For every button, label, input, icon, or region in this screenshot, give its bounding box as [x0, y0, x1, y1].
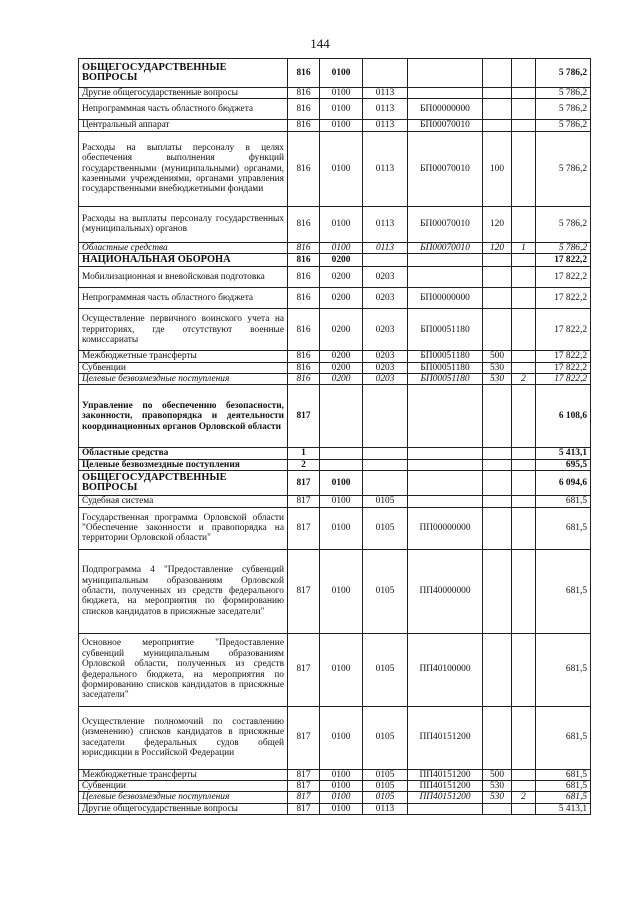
row-vr	[483, 254, 512, 267]
row-vr	[483, 549, 512, 633]
table-row	[79, 459, 591, 470]
row-sum: 17 822,2	[536, 374, 591, 385]
row-ved: 2	[288, 459, 320, 470]
row-csr	[408, 803, 483, 814]
row-vr	[483, 267, 512, 288]
row-rz: 0100	[320, 549, 363, 633]
row-rz: 0100	[320, 471, 363, 496]
row-rz: 0100	[320, 59, 363, 88]
row-sum: 6 094,6	[536, 471, 591, 496]
row-src: 2	[512, 374, 536, 385]
row-csr: ПП40000000	[408, 549, 483, 633]
row-vr	[483, 496, 512, 507]
table-row	[79, 120, 591, 131]
row-src	[512, 803, 536, 814]
row-ved: 817	[288, 471, 320, 496]
row-vr	[483, 633, 512, 706]
row-ved: 817	[288, 792, 320, 803]
row-src	[512, 131, 536, 206]
row-vr: 500	[483, 769, 512, 780]
row-pr: 0203	[363, 267, 408, 288]
row-rz: 0200	[320, 254, 363, 267]
table-row	[79, 374, 591, 385]
table-row	[79, 309, 591, 351]
row-ved: 817	[288, 549, 320, 633]
row-rz: 0100	[320, 206, 363, 242]
table-row	[79, 549, 591, 633]
row-src	[512, 362, 536, 373]
row-pr: 0105	[363, 792, 408, 803]
row-pr: 0203	[363, 309, 408, 351]
row-rz: 0100	[320, 781, 363, 792]
row-pr	[363, 471, 408, 496]
row-src: 1	[512, 242, 536, 253]
row-src	[512, 781, 536, 792]
row-vr	[483, 99, 512, 120]
row-sum: 5 786,2	[536, 242, 591, 253]
row-pr: 0113	[363, 88, 408, 99]
row-src	[512, 99, 536, 120]
row-name: ОБЩЕГОСУДАРСТВЕННЫЕ ВОПРОСЫ	[79, 471, 288, 496]
row-rz: 0100	[320, 496, 363, 507]
row-csr	[408, 385, 483, 448]
row-vr	[483, 507, 512, 549]
row-ved: 816	[288, 374, 320, 385]
row-vr	[483, 803, 512, 814]
row-vr: 500	[483, 351, 512, 362]
row-pr: 0105	[363, 507, 408, 549]
table-row	[79, 288, 591, 309]
table-row	[79, 267, 591, 288]
row-pr: 0105	[363, 633, 408, 706]
row-csr: БП00051180	[408, 351, 483, 362]
row-name: Расходы на выплаты персоналу в целях обеспечения выполнения функций государственными (муниципальными) органами, казенными учреждениями, органами управления государственными внебюджетными фондами	[79, 131, 288, 206]
row-pr: 0113	[363, 99, 408, 120]
row-rz: 0100	[320, 242, 363, 253]
row-ved: 816	[288, 206, 320, 242]
row-csr: БП00051180	[408, 362, 483, 373]
row-csr: ПП40151200	[408, 792, 483, 803]
row-sum: 695,5	[536, 459, 591, 470]
row-pr	[363, 385, 408, 448]
row-sum: 17 822,2	[536, 254, 591, 267]
row-name: Целевые безвозмездные поступления	[79, 374, 288, 385]
row-csr	[408, 471, 483, 496]
row-sum: 5 786,2	[536, 59, 591, 88]
row-rz: 0200	[320, 351, 363, 362]
row-csr: ПП40100000	[408, 633, 483, 706]
row-ved: 816	[288, 254, 320, 267]
row-pr	[363, 459, 408, 470]
table-row	[79, 706, 591, 769]
row-ved: 817	[288, 633, 320, 706]
row-ved: 816	[288, 309, 320, 351]
row-rz: 0200	[320, 309, 363, 351]
row-vr	[483, 385, 512, 448]
row-pr	[363, 448, 408, 459]
row-csr: БП00070010	[408, 206, 483, 242]
table-row	[79, 769, 591, 780]
row-ved: 816	[288, 288, 320, 309]
row-src	[512, 459, 536, 470]
row-name: Подпрограмма 4 "Предоставление субвенций муниципальным образованиям Орловской области, полученных из средств федерального бюджета, на мероприятия по формированию списков кандидатов в присяжные заседатели"	[79, 549, 288, 633]
row-ved: 816	[288, 99, 320, 120]
row-rz: 0100	[320, 131, 363, 206]
row-rz: 0100	[320, 633, 363, 706]
table-row	[79, 633, 591, 706]
page-number: 144	[310, 36, 330, 51]
row-pr: 0113	[363, 120, 408, 131]
row-csr: БП00000000	[408, 288, 483, 309]
row-ved: 817	[288, 706, 320, 769]
row-src	[512, 206, 536, 242]
row-name: Осуществление полномочий по составлению (изменению) списков кандидатов в присяжные заседатели федеральных судов общей юрисдикции в Российской Федерации	[79, 706, 288, 769]
row-pr	[363, 59, 408, 88]
row-sum: 681,5	[536, 633, 591, 706]
row-csr	[408, 59, 483, 88]
row-src	[512, 496, 536, 507]
table-row	[79, 385, 591, 448]
row-vr: 120	[483, 206, 512, 242]
row-csr: БП00070010	[408, 242, 483, 253]
row-vr: 120	[483, 242, 512, 253]
row-csr: ПП40151200	[408, 706, 483, 769]
row-pr: 0105	[363, 769, 408, 780]
table-row	[79, 362, 591, 373]
table-row	[79, 496, 591, 507]
row-name: Государственная программа Орловской области "Обеспечение законности и правопорядка на территории Орловской области"	[79, 507, 288, 549]
row-csr: БП00051180	[408, 309, 483, 351]
row-name: Непрограммная часть областного бюджета	[79, 99, 288, 120]
row-vr	[483, 448, 512, 459]
row-name: Непрограммная часть областного бюджета	[79, 288, 288, 309]
table-row	[79, 471, 591, 496]
row-rz: 0100	[320, 706, 363, 769]
row-src	[512, 448, 536, 459]
row-rz: 0200	[320, 362, 363, 373]
row-sum: 5 786,2	[536, 131, 591, 206]
row-name: Областные средства	[79, 448, 288, 459]
row-name: Целевые безвозмездные поступления	[79, 459, 288, 470]
row-vr: 530	[483, 374, 512, 385]
row-rz	[320, 385, 363, 448]
row-name: Субвенции	[79, 781, 288, 792]
row-src	[512, 471, 536, 496]
row-csr: ПП40151200	[408, 781, 483, 792]
table-row	[79, 781, 591, 792]
row-src	[512, 351, 536, 362]
row-ved: 817	[288, 385, 320, 448]
row-pr: 0113	[363, 242, 408, 253]
row-name: ОБЩЕГОСУДАРСТВЕННЫЕ ВОПРОСЫ	[79, 59, 288, 88]
row-sum: 17 822,2	[536, 267, 591, 288]
row-src	[512, 633, 536, 706]
row-src	[512, 254, 536, 267]
row-sum: 6 108,6	[536, 385, 591, 448]
row-src	[512, 88, 536, 99]
row-name: Расходы на выплаты персоналу государственных (муниципальных) органов	[79, 206, 288, 242]
row-rz: 0200	[320, 374, 363, 385]
row-csr: ПП00000000	[408, 507, 483, 549]
table-row	[79, 88, 591, 99]
row-name: Осуществление первичного воинского учета на территориях, где отсутствуют военные комиссариаты	[79, 309, 288, 351]
row-name: Судебная система	[79, 496, 288, 507]
row-csr	[408, 459, 483, 470]
row-rz	[320, 459, 363, 470]
row-pr: 0105	[363, 496, 408, 507]
row-src	[512, 59, 536, 88]
row-rz: 0200	[320, 267, 363, 288]
row-ved: 817	[288, 803, 320, 814]
row-src	[512, 769, 536, 780]
row-sum: 5 786,2	[536, 206, 591, 242]
row-ved: 816	[288, 242, 320, 253]
row-name: Межбюджетные трансферты	[79, 769, 288, 780]
row-pr: 0113	[363, 206, 408, 242]
row-csr	[408, 448, 483, 459]
row-ved: 816	[288, 88, 320, 99]
row-vr: 530	[483, 792, 512, 803]
row-csr: БП00051180	[408, 374, 483, 385]
row-csr: БП00070010	[408, 131, 483, 206]
row-src	[512, 507, 536, 549]
row-csr	[408, 267, 483, 288]
table-row	[79, 507, 591, 549]
row-sum: 17 822,2	[536, 288, 591, 309]
row-name: Другие общегосударственные вопросы	[79, 803, 288, 814]
budget-table	[78, 58, 591, 815]
table-row	[79, 792, 591, 803]
row-csr	[408, 254, 483, 267]
row-vr	[483, 459, 512, 470]
table-row	[79, 448, 591, 459]
table-row	[79, 59, 591, 88]
row-sum: 5 786,2	[536, 99, 591, 120]
row-rz: 0100	[320, 769, 363, 780]
row-csr: БП00070010	[408, 120, 483, 131]
row-rz: 0100	[320, 507, 363, 549]
table-row	[79, 242, 591, 253]
table-row	[79, 99, 591, 120]
row-rz: 0100	[320, 99, 363, 120]
row-name: Целевые безвозмездные поступления	[79, 792, 288, 803]
row-ved: 816	[288, 131, 320, 206]
row-vr	[483, 706, 512, 769]
row-pr: 0113	[363, 131, 408, 206]
row-src	[512, 385, 536, 448]
row-sum: 5 413,1	[536, 448, 591, 459]
row-rz	[320, 448, 363, 459]
row-src	[512, 549, 536, 633]
row-name: Центральный аппарат	[79, 120, 288, 131]
row-rz: 0100	[320, 88, 363, 99]
row-rz: 0100	[320, 120, 363, 131]
row-name: Другие общегосударственные вопросы	[79, 88, 288, 99]
row-sum: 681,5	[536, 792, 591, 803]
table-row	[79, 131, 591, 206]
row-ved: 816	[288, 59, 320, 88]
row-name: Субвенции	[79, 362, 288, 373]
row-name: Основное мероприятие "Предоставление субвенций муниципальным образованиям Орловской области, полученных из средств федерального бюджета, на мероприятия по формированию списков кандидатов в присяжные заседатели"	[79, 633, 288, 706]
row-vr	[483, 471, 512, 496]
row-pr: 0105	[363, 549, 408, 633]
row-pr: 0105	[363, 706, 408, 769]
row-sum: 5 413,1	[536, 803, 591, 814]
row-name: НАЦИОНАЛЬНАЯ ОБОРОНА	[79, 254, 288, 267]
row-pr	[363, 254, 408, 267]
row-csr	[408, 496, 483, 507]
table-row	[79, 206, 591, 242]
table-row	[79, 254, 591, 267]
row-vr	[483, 288, 512, 309]
row-pr: 0113	[363, 803, 408, 814]
row-src	[512, 120, 536, 131]
row-ved: 1	[288, 448, 320, 459]
table-row	[79, 803, 591, 814]
row-rz: 0100	[320, 792, 363, 803]
row-vr	[483, 88, 512, 99]
row-vr: 530	[483, 362, 512, 373]
row-vr	[483, 309, 512, 351]
row-sum: 17 822,2	[536, 309, 591, 351]
row-name: Межбюджетные трансферты	[79, 351, 288, 362]
row-ved: 816	[288, 267, 320, 288]
row-name: Областные средства	[79, 242, 288, 253]
row-sum: 681,5	[536, 781, 591, 792]
row-pr: 0203	[363, 374, 408, 385]
row-sum: 681,5	[536, 769, 591, 780]
row-sum: 17 822,2	[536, 351, 591, 362]
row-rz: 0200	[320, 288, 363, 309]
row-sum: 5 786,2	[536, 120, 591, 131]
row-pr: 0203	[363, 362, 408, 373]
row-sum: 17 822,2	[536, 362, 591, 373]
table-row	[79, 351, 591, 362]
row-name: Управление по обеспечению безопасности, законности, правопорядка и деятельности координационных органов Орловской области	[79, 385, 288, 448]
row-rz: 0100	[320, 803, 363, 814]
row-ved: 816	[288, 351, 320, 362]
row-vr: 100	[483, 131, 512, 206]
row-sum: 5 786,2	[536, 88, 591, 99]
row-ved: 816	[288, 362, 320, 373]
row-vr	[483, 120, 512, 131]
row-src	[512, 288, 536, 309]
row-src	[512, 267, 536, 288]
row-ved: 817	[288, 769, 320, 780]
row-src: 2	[512, 792, 536, 803]
row-name: Мобилизационная и вневойсковая подготовка	[79, 267, 288, 288]
row-pr: 0105	[363, 781, 408, 792]
row-csr: БП00000000	[408, 99, 483, 120]
row-sum: 681,5	[536, 706, 591, 769]
row-src	[512, 706, 536, 769]
row-ved: 817	[288, 496, 320, 507]
row-sum: 681,5	[536, 496, 591, 507]
row-csr: ПП40151200	[408, 769, 483, 780]
row-ved: 817	[288, 507, 320, 549]
row-pr: 0203	[363, 288, 408, 309]
row-ved: 816	[288, 120, 320, 131]
row-vr: 530	[483, 781, 512, 792]
row-pr: 0203	[363, 351, 408, 362]
row-vr	[483, 59, 512, 88]
row-ved: 817	[288, 781, 320, 792]
row-csr	[408, 88, 483, 99]
row-src	[512, 309, 536, 351]
row-sum: 681,5	[536, 549, 591, 633]
row-sum: 681,5	[536, 507, 591, 549]
